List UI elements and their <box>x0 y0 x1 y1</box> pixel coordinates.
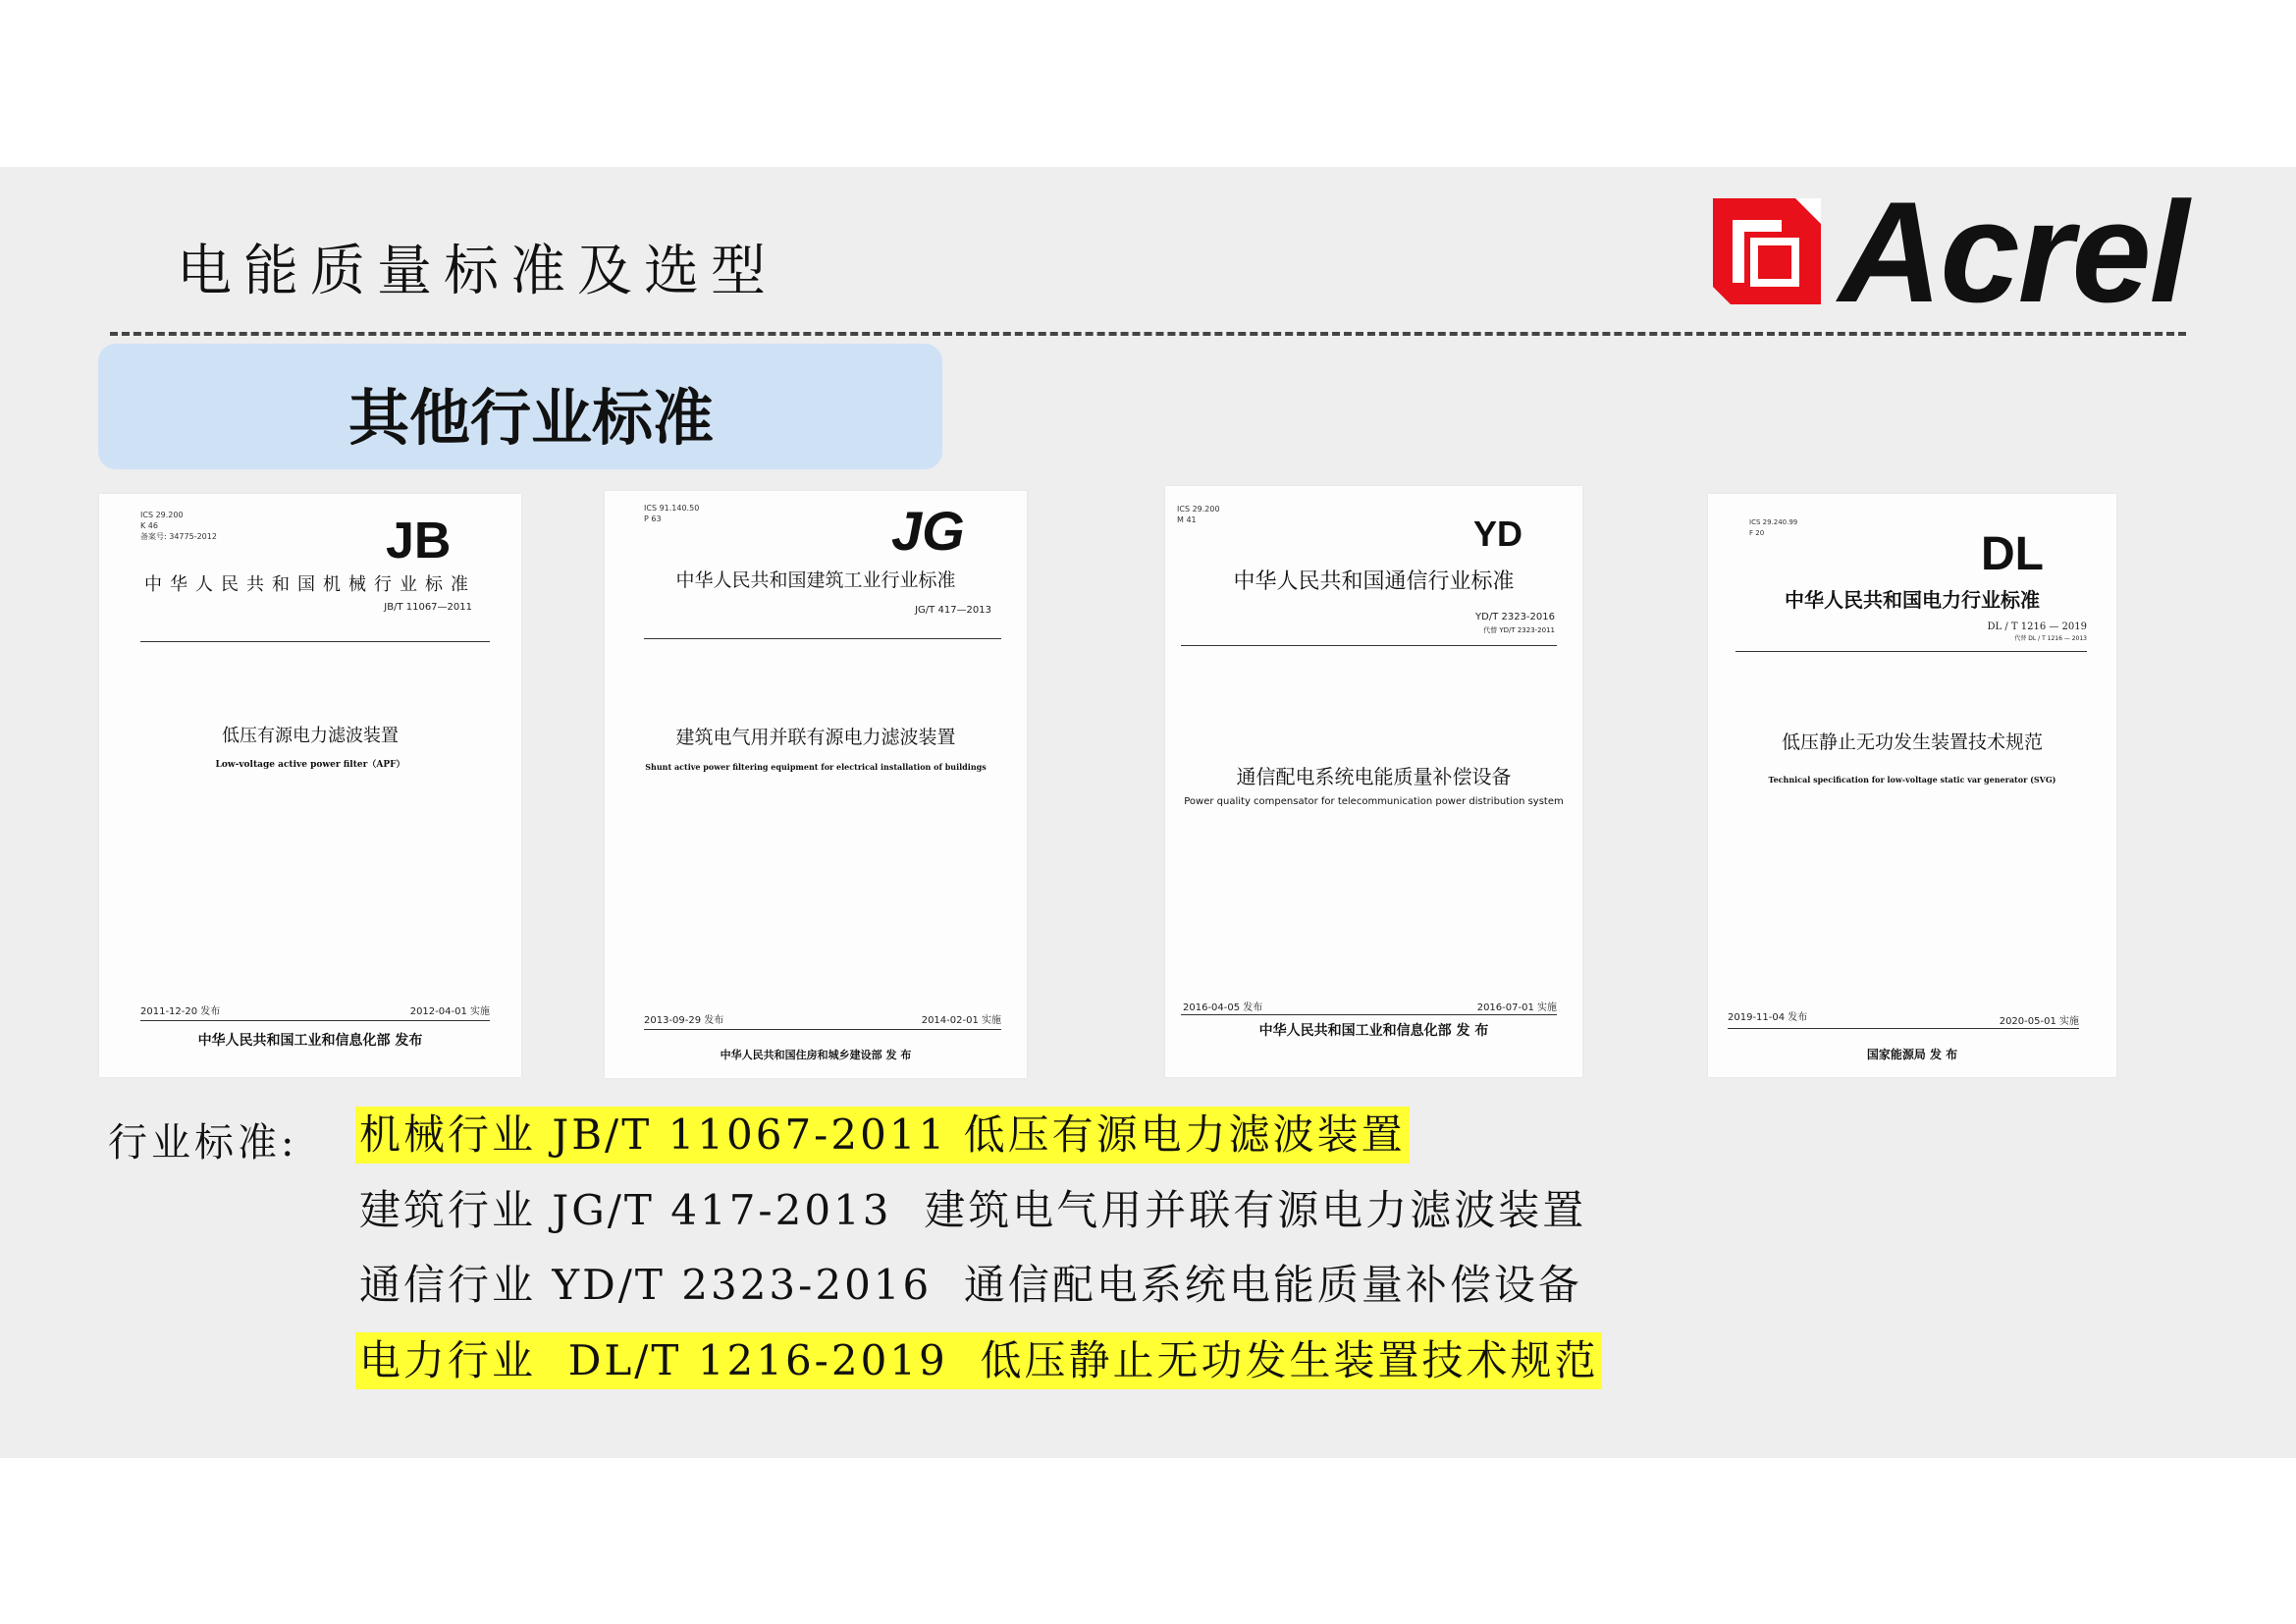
cover-number: DL / T 1216 — 2019 <box>1987 622 2087 632</box>
cover-footer-rule <box>1181 1014 1557 1015</box>
cover-meta: ICS 91.140.50 P 63 <box>644 504 700 523</box>
cover-meta: ICS 29.200 M 41 <box>1177 505 1220 524</box>
cover-org: 中华人民共和国电力行业标准 <box>1785 588 2040 612</box>
section-banner <box>98 344 942 469</box>
cover-english-name: Power quality compensator for telecommunication power distribution system <box>1184 796 1564 807</box>
acrel-logo-text: Acrel <box>1839 172 2188 332</box>
page-title: 电能质量标准及选型 <box>177 240 777 303</box>
cover-impl-date: 2012-04-01 实施 <box>409 1006 490 1017</box>
cover-rule <box>1181 645 1557 646</box>
standard-item-power: 电力行业 DL/T 1216-2019 低压静止无功发生装置技术规范 <box>355 1332 1602 1389</box>
standard-item-telecom: 通信行业 YD/T 2323-2016 通信配电系统电能质量补偿设备 <box>359 1261 1582 1309</box>
cover-replaces: 代替 DL / T 1216 — 2013 <box>2014 635 2087 642</box>
cover-code: JB <box>386 513 452 569</box>
cover-publisher: 国家能源局 发 布 <box>1866 1048 1958 1061</box>
cover-english-name: Shunt active power filtering equipment for electrical installation of buildings <box>645 762 987 772</box>
cover-impl-date: 2014-02-01 实施 <box>921 1015 1001 1026</box>
standard-item-construction: 建筑行业 JG/T 417-2013 建筑电气用并联有源电力滤波装置 <box>359 1186 1587 1234</box>
cover-rule <box>1735 651 2087 652</box>
cover-code: DL <box>1981 528 2044 580</box>
cover-issue-date: 2011-12-20 发布 <box>140 1006 221 1017</box>
cover-impl-date: 2016-07-01 实施 <box>1476 1002 1557 1013</box>
standard-item-machinery: 机械行业 JB/T 11067-2011 低压有源电力滤波装置 <box>355 1107 1410 1164</box>
cover-publisher: 中华人民共和国工业和信息化部 发 布 <box>1258 1023 1489 1039</box>
acrel-logo <box>1713 172 2233 332</box>
cover-org: 中华人民共和国通信行业标准 <box>1233 569 1515 594</box>
cover-rule <box>140 641 490 642</box>
standard-cover-yd <box>1165 486 1582 1077</box>
cover-org: 中华人民共和国机械行业标准 <box>144 574 476 595</box>
cover-name: 低压有源电力滤波装置 <box>222 726 399 746</box>
cover-number: JB/T 11067—2011 <box>384 602 472 613</box>
cover-impl-date: 2020-05-01 实施 <box>1999 1016 2079 1027</box>
section-title: 其他行业标准 <box>348 382 715 454</box>
acrel-logo-mark-icon <box>1713 198 1821 304</box>
cover-footer-rule <box>1728 1028 2079 1029</box>
cover-number: JG/T 417—2013 <box>915 605 991 616</box>
cover-issue-date: 2013-09-29 发布 <box>644 1015 724 1026</box>
standard-cover-jg <box>605 491 1027 1078</box>
cover-publisher: 中华人民共和国住房和城乡建设部 发 布 <box>720 1049 912 1061</box>
cover-meta: ICS 29.240.99 F 20 <box>1749 518 1798 537</box>
cover-footer-rule <box>140 1020 490 1021</box>
cover-issue-date: 2016-04-05 发布 <box>1183 1002 1263 1013</box>
standard-cover-dl <box>1708 494 2116 1077</box>
cover-name: 通信配电系统电能质量补偿设备 <box>1236 765 1512 788</box>
cover-replaces: 代替 YD/T 2323-2011 <box>1483 626 1555 634</box>
cover-footer-rule <box>644 1029 1001 1030</box>
cover-issue-date: 2019-11-04 发布 <box>1728 1012 1808 1023</box>
standards-label: 行业标准: <box>108 1120 298 1165</box>
cover-org: 中华人民共和国建筑工业行业标准 <box>675 569 956 591</box>
cover-publisher: 中华人民共和国工业和信息化部 发布 <box>197 1033 423 1049</box>
standard-cover-jb <box>99 494 521 1077</box>
cover-rule <box>644 638 1001 639</box>
cover-code: JG <box>891 500 965 562</box>
cover-meta: ICS 29.200 K 46 备案号: 34775-2012 <box>140 511 217 541</box>
cover-code: YD <box>1473 514 1523 554</box>
cover-name: 低压静止无功发生装置技术规范 <box>1781 731 2043 753</box>
cover-english-name: Technical specification for low-voltage static var generator (SVG) <box>1768 775 2056 785</box>
cover-name: 建筑电气用并联有源电力滤波装置 <box>675 727 956 748</box>
cover-english-name: Low-voltage active power filter（APF） <box>215 760 405 770</box>
cover-number: YD/T 2323-2016 <box>1475 612 1555 623</box>
header-divider <box>110 332 2186 336</box>
